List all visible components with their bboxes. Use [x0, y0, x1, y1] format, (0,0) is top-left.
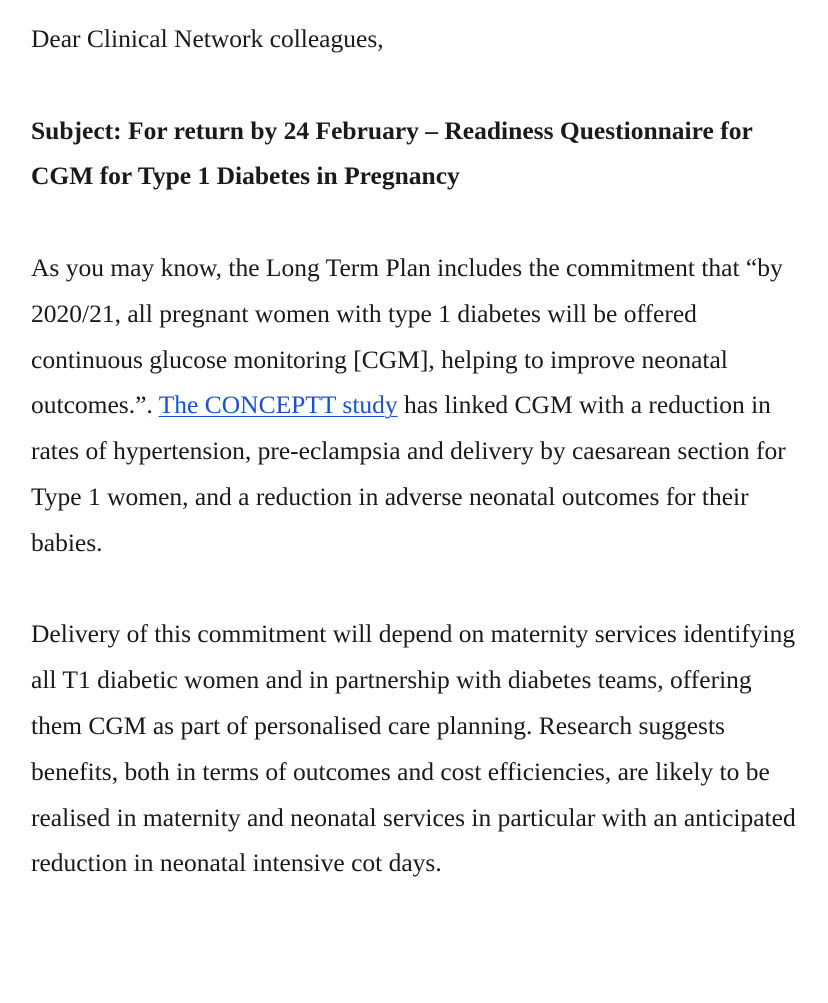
subject-line: Subject: For return by 24 February – Readiness Questionnaire for CGM for Type 1 Diabetes in Pregnancy	[31, 115, 753, 191]
paragraph-1-text-before-link: As you may know, the Long Term Plan includes the commitment that “by 2020/21, all pregnant women with type 1 diabetes will be offered continuous glucose monitoring [CGM], helping to improve neonatal outcomes.”.	[31, 252, 783, 420]
conceptt-study-link[interactable]: The CONCEPTT study	[158, 390, 398, 420]
paragraph-delivery-commitment: Delivery of this commitment will depend on maternity services identifying all T1 diabetic women and in partnership with diabetes teams, offering them CGM as part of personalised care planning. Research suggests benefits, both in terms of outcomes and cost efficiencies, are likely to be realised in maternity and neonatal services in particular with an anticipated reduction in neonatal intensive cot days.	[31, 619, 796, 878]
paragraph-long-term-plan	[31, 245, 808, 566]
greeting: Dear Clinical Network colleagues,	[31, 24, 384, 53]
paragraph-1-text-after-link: has linked CGM with a reduction in rates of hypertension, pre-eclampsia and delivery by caesarean section for Type 1 women, and a reduction in adverse neonatal outcomes for their babies.	[31, 390, 786, 557]
